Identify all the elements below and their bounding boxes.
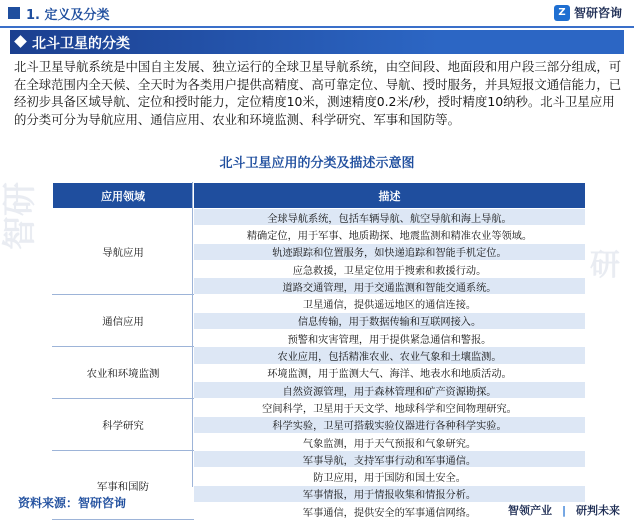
watermark-right: 研 — [590, 248, 620, 283]
description-cell: 环境监测，用于监测大气、海洋、地表水和地质活动。 — [194, 364, 586, 381]
header-divider — [0, 26, 634, 28]
description-cell: 应急救援，卫星定位用于搜索和救援行动。 — [194, 260, 586, 277]
section-title: 1. 定义及分类 — [26, 8, 110, 23]
intro-paragraph: 北斗卫星导航系统是中国自主发展、独立运行的全球卫星导航系统，由空间段、地面段和用户段三部分组成，可在全球范围内全天候、全天时为各类用户提供高精度、高可靠定位、导航、授时服务，并具短报文通信能力，已经初步具备区域导航、定位和授时能力，定位精度10米，测速精度0.2米/秒，授时精度10纳秒。北斗卫星应用的分类可分为导航应用、通信应用、农业和环境监测、科学研究、军事和国防等。 — [14, 59, 622, 127]
description-cell: 科学实验，卫星可搭载实验仪器进行各种科学实验。 — [194, 416, 586, 433]
column-separator — [192, 182, 193, 487]
figure-title: 北斗卫星应用的分类及描述示意图 — [219, 156, 415, 171]
description-cell: 信息传输，用于数据传输和互联网接入。 — [194, 312, 586, 329]
source-note: 资料来源：智研咨询 — [18, 496, 127, 510]
description-cell: 全球导航系统，包括车辆导航、航空导航和海上导航。 — [194, 209, 586, 226]
header-category: 应用领域 — [53, 183, 194, 209]
description-cell: 预警和灾害管理，用于提供紧急通信和警报。 — [194, 330, 586, 347]
table-row — [53, 209, 586, 226]
category-communication: 通信应用 — [53, 295, 194, 347]
table-row — [53, 399, 586, 416]
description-cell: 气象监测，用于天气预报和气象研究。 — [194, 433, 586, 450]
diamond-icon — [14, 35, 27, 48]
brand-logo[interactable] — [554, 4, 622, 21]
description-cell: 军事导航，支持军事行动和军事通信。 — [194, 451, 586, 468]
category-agri-env: 农业和环境监测 — [53, 347, 194, 399]
description-cell: 精确定位，用于军事、地质勘探、地震监测和精准农业等领域。 — [194, 226, 586, 243]
table-row — [53, 347, 586, 364]
description-cell: 军事情报，用于情报收集和情报分析。 — [194, 485, 586, 502]
description-cell: 防卫应用，用于国防和国土安全。 — [194, 468, 586, 485]
category-navigation: 导航应用 — [53, 209, 194, 295]
category-military: 军事和国防 — [53, 451, 194, 520]
category-science: 科学研究 — [53, 399, 194, 451]
classification-table — [52, 182, 586, 520]
description-cell: 农业应用，包括精准农业、农业气象和土壤监测。 — [194, 347, 586, 364]
description-cell: 空间科学，卫星用于天文学、地球科学和空间物理研究。 — [194, 399, 586, 416]
description-cell: 军事通信，提供安全的军事通信网络。 — [194, 503, 586, 520]
top-bar — [0, 0, 634, 26]
table-row — [53, 295, 586, 312]
section-marker-icon — [8, 7, 20, 19]
table-header-row — [53, 183, 586, 209]
logo-text: 智研咨询 — [573, 6, 622, 20]
brand-separator-icon: | — [561, 503, 566, 517]
watermark-left: 智研 — [0, 182, 40, 250]
description-cell: 轨迹跟踪和位置服务，如快递追踪和智能手机定位。 — [194, 243, 586, 260]
description-cell: 自然资源管理，用于森林管理和矿产资源勘探。 — [194, 381, 586, 398]
header-description: 描述 — [194, 183, 586, 209]
subsection-banner — [10, 30, 624, 54]
description-cell: 卫星通信，提供遥远地区的通信连接。 — [194, 295, 586, 312]
bottom-brand — [508, 502, 620, 518]
brand-slogan-2: 研判未来 — [576, 504, 620, 517]
brand-slogan-1: 智领产业 — [507, 504, 552, 517]
banner-title: 北斗卫星的分类 — [32, 36, 130, 52]
table-row — [53, 451, 586, 468]
description-cell: 道路交通管理，用于交通监测和智能交通系统。 — [194, 278, 586, 295]
logo-icon: Z — [554, 5, 570, 21]
